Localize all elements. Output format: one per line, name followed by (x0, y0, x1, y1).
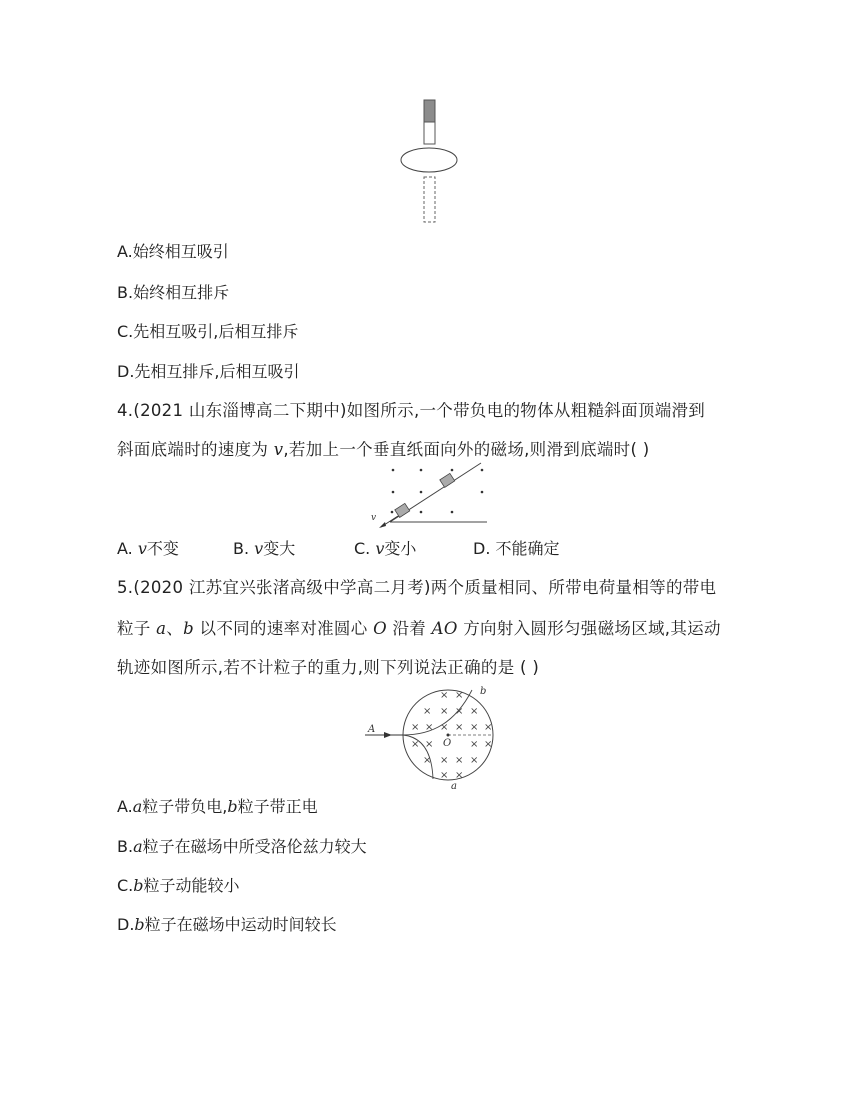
q5-stem-line3: 轨迹如图所示,若不计粒子的重力,则下列说法正确的是 ( ) (117, 658, 540, 677)
field-cross: × (423, 755, 432, 766)
field-cross: × (440, 690, 449, 701)
field-cross: × (411, 722, 420, 733)
field-cross: × (455, 722, 464, 733)
field-cross: × (470, 722, 479, 733)
q3-option-d: D.先相互排斥,后相互吸引 (117, 362, 300, 381)
field-cross: × (470, 755, 479, 766)
q5-option-a: A.a粒子带负电,b粒子带正电 (117, 797, 318, 816)
field-cross: × (425, 722, 434, 733)
q5-stem-line1: 5.(2020 江苏宜兴张渚高级中学高二月考)两个质量相同、所带电荷量相等的带电 (117, 578, 717, 597)
center-point (447, 734, 450, 737)
field-cross: × (484, 739, 493, 750)
q3-option-c: C.先相互吸引,后相互排斥 (117, 322, 299, 341)
q5-option-d: D.b粒子在磁场中运动时间较长 (117, 915, 337, 934)
q3-option-b: B.始终相互排斥 (117, 283, 230, 302)
field-cross: × (411, 739, 420, 750)
field-cross: × (470, 706, 479, 717)
field-cross: × (440, 706, 449, 717)
q4-stem-line1: 4.(2021 山东淄博高二下期中)如图所示,一个带负电的物体从粗糙斜面顶端滑到 (117, 401, 706, 420)
q4-stem-line2: 斜面底端时的速度为 v,若加上一个垂直纸面向外的磁场,则滑到底端时( ) (117, 440, 650, 459)
field-cross: × (440, 722, 449, 733)
label-b: b (480, 686, 487, 697)
field-cross: × (470, 739, 479, 750)
velocity-label: v (371, 513, 377, 523)
field-cross: × (455, 706, 464, 717)
field-cross: × (455, 755, 464, 766)
q4-option-c: C. v变小 (354, 539, 417, 558)
q4-option-d: D. 不能确定 (473, 539, 560, 558)
incident-arrow-head (384, 732, 392, 738)
label-a: a (451, 781, 457, 792)
field-cross: × (423, 706, 432, 717)
q5-stem-line2: 粒子 a、b 以不同的速率对准圆心 O 沿着 AO 方向射入圆形匀强磁场区域,其运动 (117, 619, 721, 638)
q4-option-a: A. v不变 (117, 539, 179, 558)
field-cross: × (455, 690, 464, 701)
field-cross: × (484, 722, 493, 733)
field-cross: × (440, 755, 449, 766)
label-A: A (368, 724, 376, 735)
label-O: O (443, 738, 452, 749)
field-cross: × (455, 770, 464, 781)
q3-option-a: A.始终相互吸引 (117, 242, 229, 261)
q5-option-b: B.a粒子在磁场中所受洛伦兹力较大 (117, 837, 367, 856)
q4-option-b: B. v变大 (233, 539, 296, 558)
q5-option-c: C.b粒子动能较小 (117, 876, 240, 895)
field-cross: × (425, 739, 434, 750)
field-cross: × (440, 770, 449, 781)
